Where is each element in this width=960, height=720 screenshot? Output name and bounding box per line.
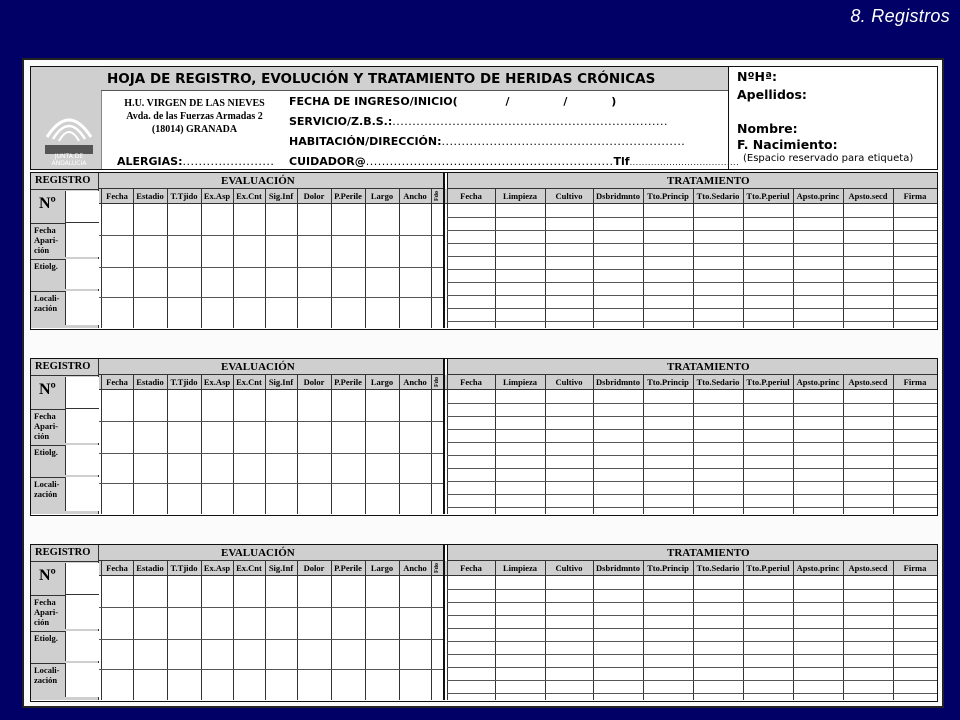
- trat-column-header: Tto.Princip: [647, 377, 689, 387]
- evaluacion-label: EVALUACIÓN: [221, 361, 295, 373]
- registration-sheet: [22, 58, 944, 708]
- column-divider: [101, 189, 102, 328]
- column-divider: [167, 561, 168, 700]
- trat-row-line: [447, 615, 937, 616]
- evaluacion-label: EVALUACIÓN: [221, 547, 295, 559]
- tlf-label: Tlf: [613, 155, 630, 168]
- trat-row-line: [447, 628, 937, 629]
- side-label: Locali- zación: [34, 479, 60, 499]
- eval-row-line: [99, 607, 443, 608]
- trat-column-header: Fecha: [460, 191, 482, 201]
- column-divider: [101, 375, 102, 514]
- trat-row-line: [447, 256, 937, 257]
- eval-column-header: Ex.Asp: [203, 563, 231, 573]
- section-divider: [443, 545, 445, 700]
- eval-row-line: [99, 235, 443, 236]
- no-label: Nº: [39, 567, 56, 584]
- column-divider: [431, 561, 432, 700]
- side-label: Fecha Apari- ción: [34, 411, 59, 441]
- hospital-line: H.U. VIRGEN DE LAS NIEVES: [124, 98, 265, 109]
- eval-column-header: Fdo: [434, 377, 440, 388]
- trat-row-line: [447, 589, 937, 590]
- column-divider: [201, 375, 202, 514]
- column-divider: [233, 189, 234, 328]
- eval-column-header: P.Perile: [334, 191, 362, 201]
- habitacion-field[interactable]: [289, 135, 685, 148]
- cuidador-label: CUIDADOR@: [289, 155, 366, 168]
- column-divider: [265, 561, 266, 700]
- column-divider: [101, 561, 102, 700]
- servicio-label: SERVICIO/Z.B.S.:: [289, 115, 393, 128]
- column-divider: [133, 561, 134, 700]
- registro-label: REGISTRO: [35, 547, 91, 558]
- trat-row-line: [447, 321, 937, 322]
- date-separator: /: [563, 95, 568, 108]
- side-label: Fecha Apari- ción: [34, 597, 59, 627]
- trat-row-line: [447, 455, 937, 456]
- divider: [31, 189, 99, 190]
- trat-column-header: Tto.P.periul: [746, 563, 790, 573]
- eval-column-header: T.Tjido: [170, 377, 198, 387]
- hospital-address: [107, 97, 282, 136]
- eval-row-line: [99, 421, 443, 422]
- trat-column-header: Tto.Princip: [647, 191, 689, 201]
- no-input[interactable]: [65, 191, 99, 223]
- side-input[interactable]: [65, 477, 99, 511]
- fecha-ingreso-field[interactable]: [289, 95, 616, 108]
- trat-row-line: [447, 468, 937, 469]
- column-divider: [399, 561, 400, 700]
- column-divider: [167, 189, 168, 328]
- eval-column-header: Dolor: [303, 563, 325, 573]
- patient-label-box: [728, 67, 938, 169]
- cuidador-field[interactable]: [289, 155, 739, 168]
- divider: [31, 561, 99, 562]
- dotted-fill: ....................................: [629, 158, 740, 167]
- servicio-field[interactable]: [289, 115, 668, 128]
- eval-column-header: Dolor: [303, 377, 325, 387]
- tratamiento-label: TRATAMIENTO: [667, 361, 750, 373]
- trat-column-header: Apsto.secd: [848, 563, 888, 573]
- side-input[interactable]: [65, 631, 99, 661]
- eval-column-header: Fecha: [106, 377, 128, 387]
- column-divider: [233, 375, 234, 514]
- no-label: Nº: [39, 195, 56, 212]
- trat-column-header: Apsto.secd: [848, 377, 888, 387]
- trat-row-line: [447, 481, 937, 482]
- trat-column-header: Tto.Sedario: [696, 563, 740, 573]
- trat-column-header: Cultivo: [555, 377, 583, 387]
- hospital-line: Avda. de las Fuerzas Armadas 2: [126, 111, 263, 122]
- tratamiento-label: TRATAMIENTO: [667, 547, 750, 559]
- trat-row-line: [447, 494, 937, 495]
- trat-row-line: [447, 308, 937, 309]
- eval-column-header: Ancho: [403, 191, 427, 201]
- section-divider: [443, 359, 445, 514]
- trat-column-header: Cultivo: [555, 563, 583, 573]
- trat-column-header: Firma: [903, 377, 927, 387]
- eval-row-line: [99, 297, 443, 298]
- column-divider: [133, 375, 134, 514]
- column-divider: [431, 375, 432, 514]
- eval-column-header: Dolor: [303, 191, 325, 201]
- trat-row-line: [447, 403, 937, 404]
- column-divider: [399, 189, 400, 328]
- trat-column-header: Tto.P.periul: [746, 191, 790, 201]
- column-divider: [365, 375, 366, 514]
- register-block: [30, 544, 938, 702]
- column-divider: [265, 189, 266, 328]
- eval-column-header: T.Tjido: [170, 563, 198, 573]
- junta-andalucia-logo-icon: [41, 107, 97, 157]
- eval-column-header: Fecha: [106, 191, 128, 201]
- eval-column-header: Fecha: [106, 563, 128, 573]
- no-input[interactable]: [65, 377, 99, 409]
- trat-row-line: [447, 282, 937, 283]
- eval-column-header: Fdo: [434, 191, 440, 202]
- eval-column-header: Ex.Cnt: [236, 563, 262, 573]
- eval-column-header: Largo: [370, 563, 394, 573]
- side-input[interactable]: [65, 663, 99, 697]
- trat-column-header: Apsto.secd: [848, 191, 888, 201]
- column-divider: [331, 189, 332, 328]
- eval-column-header: Largo: [370, 191, 394, 201]
- trat-row-line: [447, 269, 937, 270]
- column-divider: [233, 561, 234, 700]
- trat-column-header: Tto.Sedario: [696, 191, 740, 201]
- side-input[interactable]: [65, 259, 99, 289]
- trat-column-header: Apsto.princ: [796, 377, 840, 387]
- trat-row-line: [447, 602, 937, 603]
- eval-column-header: Sig.Inf: [268, 563, 294, 573]
- eval-column-header: Ex.Cnt: [236, 377, 262, 387]
- column-divider: [201, 189, 202, 328]
- no-input[interactable]: [65, 563, 99, 595]
- trat-column-header: Firma: [903, 191, 927, 201]
- side-label: Etiolg.: [34, 261, 58, 271]
- alergias-field[interactable]: [117, 155, 274, 168]
- divider: [31, 375, 99, 376]
- trat-column-header: Apsto.princ: [796, 191, 840, 201]
- trat-column-header: Dsbridmnto: [596, 377, 640, 387]
- dotted-fill: .......................: [182, 155, 275, 168]
- side-input[interactable]: [65, 595, 99, 629]
- column-divider: [331, 561, 332, 700]
- trat-column-header: Apsto.princ: [796, 563, 840, 573]
- fecha-ingreso-label: FECHA DE INGRESO/INICIO(: [289, 95, 458, 108]
- section-divider: [443, 173, 445, 328]
- trat-row-line: [447, 217, 937, 218]
- eval-column-header: Estadio: [136, 563, 164, 573]
- column-divider: [297, 189, 298, 328]
- dotted-fill: ..............................................................: [365, 155, 614, 168]
- trat-column-header: Limpieza: [503, 563, 537, 573]
- trat-column-header: Tto.Sedario: [696, 377, 740, 387]
- trat-row-line: [447, 429, 937, 430]
- logo-text: JUNTA DE ANDALUCIA: [51, 153, 87, 167]
- f-nacimiento-label: F. Nacimiento:: [737, 137, 838, 152]
- column-divider: [399, 375, 400, 514]
- trat-row-line: [447, 667, 937, 668]
- eval-column-header: T.Tjido: [170, 191, 198, 201]
- nha-label: NºHª:: [737, 69, 778, 84]
- side-input[interactable]: [65, 223, 99, 257]
- side-label: Locali- zación: [34, 293, 60, 313]
- registro-label: REGISTRO: [35, 361, 91, 372]
- side-label: Etiolg.: [34, 447, 58, 457]
- column-divider: [365, 561, 366, 700]
- apellidos-label: Apellidos:: [737, 87, 807, 102]
- logo-panel: [31, 67, 102, 169]
- habitacion-label: HABITACIÓN/DIRECCIÓN:: [289, 135, 442, 148]
- trat-row-line: [447, 243, 937, 244]
- trat-column-header: Tto.Princip: [647, 563, 689, 573]
- side-label: Locali- zación: [34, 665, 60, 685]
- column-divider: [201, 561, 202, 700]
- trat-row-line: [447, 295, 937, 296]
- sheet-header: [30, 66, 938, 170]
- nombre-label: Nombre:: [737, 121, 798, 136]
- trat-column-header: Dsbridmnto: [596, 191, 640, 201]
- trat-row-line: [447, 442, 937, 443]
- trat-row-line: [447, 507, 937, 508]
- dotted-fill: .....................................................................: [392, 115, 669, 128]
- eval-column-header: P.Perile: [334, 563, 362, 573]
- eval-column-header: Fdo: [434, 563, 440, 574]
- trat-column-header: Tto.P.periul: [746, 377, 790, 387]
- trat-column-header: Dsbridmnto: [596, 563, 640, 573]
- trat-row-line: [447, 693, 937, 694]
- column-divider: [133, 189, 134, 328]
- side-label: Fecha Apari- ción: [34, 225, 59, 255]
- register-block: [30, 358, 938, 516]
- trat-column-header: Firma: [903, 563, 927, 573]
- register-block: [30, 172, 938, 330]
- etiqueta-note: (Espacio reservado para etiqueta): [743, 153, 914, 164]
- column-divider: [431, 189, 432, 328]
- column-divider: [265, 375, 266, 514]
- trat-column-header: Limpieza: [503, 191, 537, 201]
- alergias-label: ALERGIAS:: [117, 155, 183, 168]
- trat-column-header: Cultivo: [555, 191, 583, 201]
- trat-row-line: [447, 654, 937, 655]
- side-label: Etiolg.: [34, 633, 58, 643]
- trat-column-header: Fecha: [460, 563, 482, 573]
- tratamiento-label: TRATAMIENTO: [667, 175, 750, 187]
- eval-column-header: Estadio: [136, 377, 164, 387]
- registro-label: REGISTRO: [35, 175, 91, 186]
- eval-column-header: Sig.Inf: [268, 377, 294, 387]
- evaluacion-label: EVALUACIÓN: [221, 175, 295, 187]
- eval-row-line: [99, 483, 443, 484]
- date-separator: /: [505, 95, 510, 108]
- trat-row-line: [447, 416, 937, 417]
- eval-column-header: Ex.Cnt: [236, 191, 262, 201]
- trat-column-header: Fecha: [460, 377, 482, 387]
- eval-row-line: [99, 639, 443, 640]
- eval-row-line: [99, 267, 443, 268]
- column-divider: [167, 375, 168, 514]
- hospital-line: (18014) GRANADA: [151, 124, 238, 135]
- trat-row-line: [447, 641, 937, 642]
- trat-column-header: Limpieza: [503, 377, 537, 387]
- eval-row-line: [99, 453, 443, 454]
- column-divider: [331, 375, 332, 514]
- eval-column-header: Largo: [370, 377, 394, 387]
- column-divider: [297, 375, 298, 514]
- column-divider: [297, 561, 298, 700]
- eval-column-header: Ancho: [403, 377, 427, 387]
- eval-row-line: [99, 669, 443, 670]
- eval-column-header: Estadio: [136, 191, 164, 201]
- dotted-fill: .............................................................: [441, 135, 686, 148]
- column-divider: [365, 189, 366, 328]
- side-input[interactable]: [65, 445, 99, 475]
- trat-row-line: [447, 230, 937, 231]
- eval-column-header: Ex.Asp: [203, 377, 231, 387]
- slide-title: 8. Registros: [850, 6, 950, 26]
- eval-column-header: Ancho: [403, 563, 427, 573]
- side-input[interactable]: [65, 291, 99, 325]
- eval-column-header: P.Perile: [334, 377, 362, 387]
- form-title: HOJA DE REGISTRO, EVOLUCIÓN Y TRATAMIENTO DE HERIDAS CRÓNICAS: [101, 67, 728, 91]
- date-close: ): [611, 95, 617, 108]
- trat-row-line: [447, 680, 937, 681]
- eval-column-header: Ex.Asp: [203, 191, 231, 201]
- no-label: Nº: [39, 381, 56, 398]
- eval-column-header: Sig.Inf: [268, 191, 294, 201]
- side-input[interactable]: [65, 409, 99, 443]
